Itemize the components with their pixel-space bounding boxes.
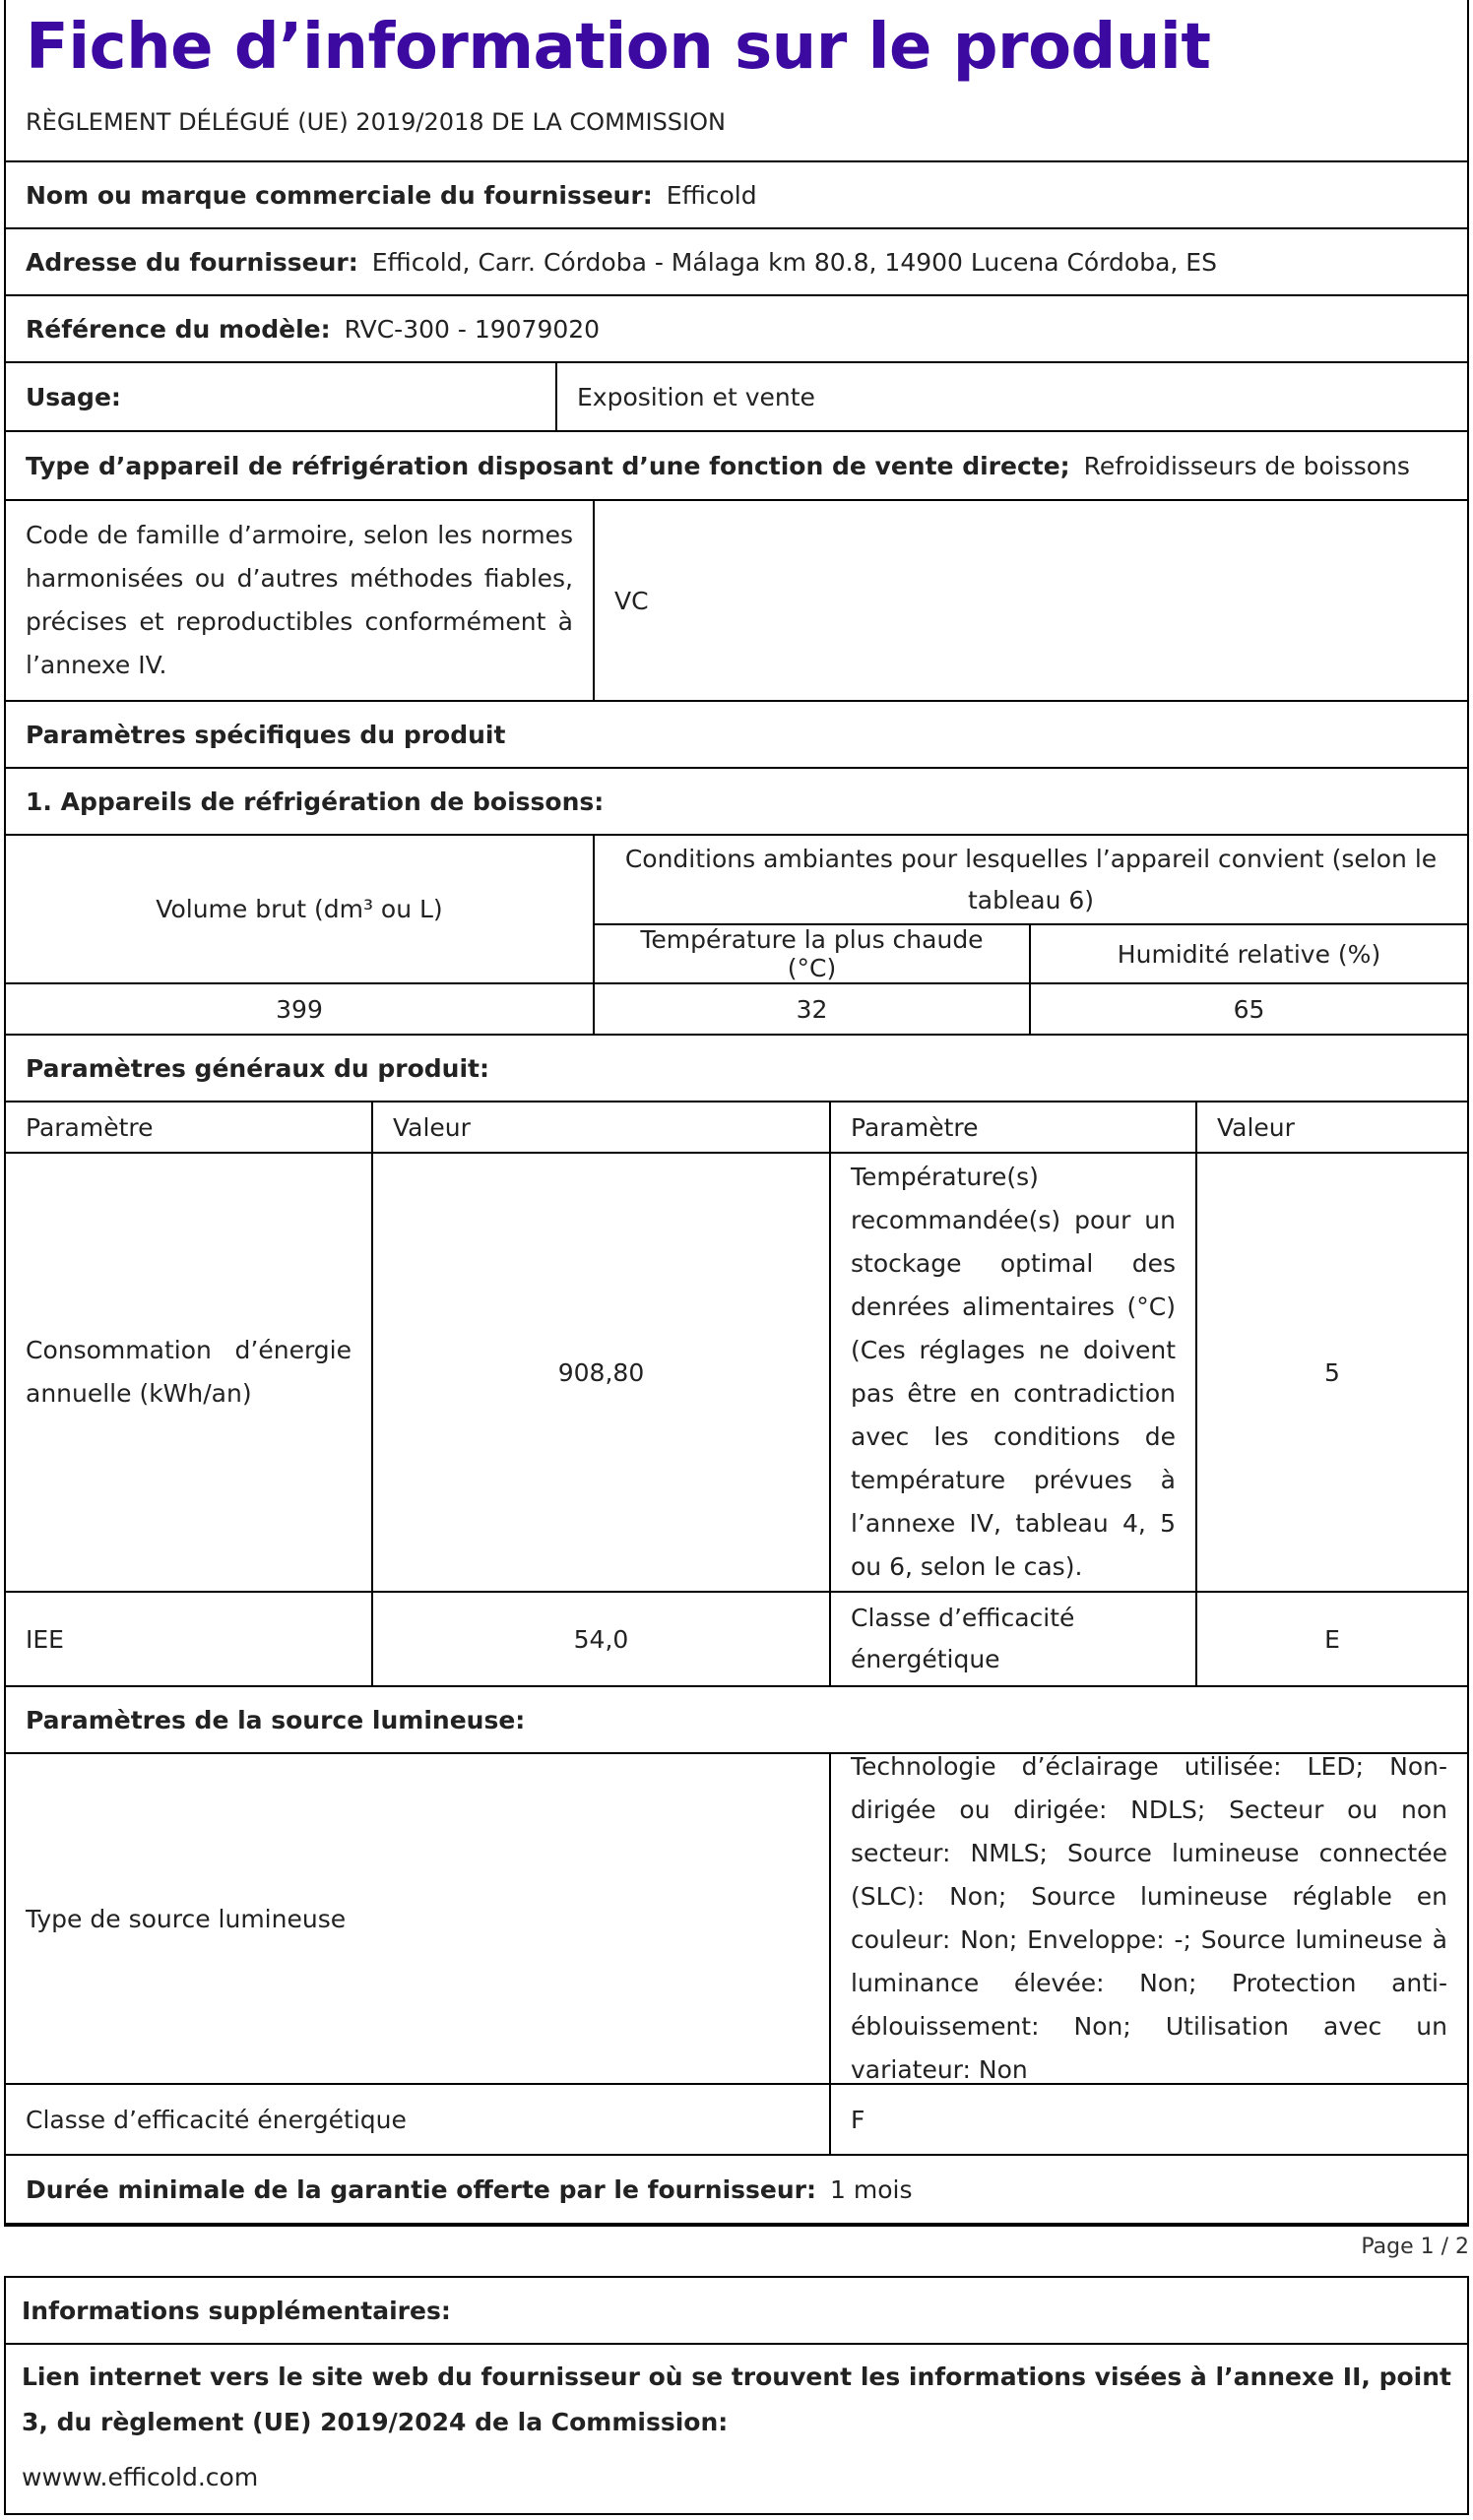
energy-consumption-value: 908,80 — [373, 1154, 831, 1591]
appliance-type-label: Type d’appareil de réfrigération disposant d’une fonction de vente directe; — [26, 451, 1070, 480]
supplier-address-label: Adresse du fournisseur: — [26, 247, 358, 277]
appliance-type-row — [6, 432, 1467, 501]
light-source-heading-row — [6, 1687, 1467, 1754]
model-reference-value: RVC-300 - 19079020 — [344, 314, 601, 344]
value-column-header-2: Valeur — [1217, 1112, 1295, 1142]
iee-row — [6, 1593, 1467, 1687]
model-reference-label: Référence du modèle: — [26, 314, 331, 344]
appliance-type-value: Refroidisseurs de boissons — [1083, 451, 1410, 480]
usage-label: Usage: — [6, 363, 557, 430]
cabinet-family-value: VC — [614, 586, 649, 615]
gross-volume-label: Volume brut (dm³ ou L) — [6, 836, 595, 982]
sheet-page-2 — [4, 2276, 1469, 2515]
warranty-value: 1 mois — [830, 2174, 913, 2204]
specific-params-heading-row — [6, 702, 1467, 769]
cabinet-family-label: Code de famille d’armoire, selon les normes harmonisées ou d’autres méthodes fiables, précises et reproductibles conformément à l’annexe IV. — [26, 521, 573, 679]
gross-volume-value: 399 — [6, 984, 595, 1034]
ambient-conditions-header-row — [6, 836, 1467, 984]
energy-consumption-label: Consommation d’énergie annuelle (kWh/an) — [26, 1336, 352, 1408]
warmest-temperature-label: Température la plus chaude (°C) — [595, 925, 1031, 982]
param-column-header-2: Paramètre — [831, 1102, 1197, 1152]
light-source-heading: Paramètres de la source lumineuse: — [26, 1705, 526, 1734]
page-number: Page 1 / 2 — [1361, 2235, 1469, 2259]
param-column-header: Paramètre — [6, 1102, 373, 1152]
cabinet-family-row — [6, 501, 1467, 702]
additional-info-heading: Informations supplémentaires: — [22, 2296, 451, 2325]
additional-info-heading-row — [6, 2278, 1467, 2345]
energy-consumption-row — [6, 1154, 1467, 1593]
energy-class-label: Classe d’efficacité énergétique — [851, 1604, 1075, 1673]
relative-humidity-label: Humidité relative (%) — [1117, 939, 1381, 969]
title-block — [6, 0, 1467, 162]
recommended-temperature-label: Température(s) recommandée(s) pour un stockage optimal des denrées alimentaires (°C) (Ces réglages ne doivent pas être en contradiction avec les conditions de température prévues à l’annexe IV, tableau 4, 5 ou 6, selon le cas). — [851, 1163, 1176, 1581]
beverage-coolers-heading: 1. Appareils de réfrigération de boissons: — [26, 787, 605, 816]
page-title: Fiche d’information sur le produit — [26, 11, 1211, 84]
relative-humidity-value: 65 — [1233, 994, 1265, 1024]
general-params-header-row — [6, 1102, 1467, 1154]
recommended-temperature-value: 5 — [1324, 1357, 1340, 1387]
warranty-row — [6, 2156, 1467, 2225]
light-source-type-value: Technologie d’éclairage utilisée: LED; Non-dirigée ou dirigée: NDLS; Secteur ou non secteur: NMLS; Source lumineuse connectée (SLC): Non; Source lumineuse réglable en couleur: Non; Enveloppe: -; Source lumineuse à luminance élevée: Non; Protection anti-éblouissement: Non; Utilisation avec un variateur: Non — [851, 1752, 1447, 2084]
product-information-sheet — [4, 0, 1469, 2491]
light-source-type-label: Type de source lumineuse — [6, 1754, 831, 2083]
light-energy-class-value: F — [851, 2105, 865, 2134]
general-params-heading-row — [6, 1036, 1467, 1102]
general-params-heading: Paramètres généraux du produit: — [26, 1053, 489, 1083]
supplier-address-row — [6, 229, 1467, 296]
light-energy-class-label: Classe d’efficacité énergétique — [6, 2085, 831, 2154]
regulation-subtitle: RÈGLEMENT DÉLÉGUÉ (UE) 2019/2018 DE LA COMMISSION — [26, 108, 726, 136]
supplier-name-value: Efficold — [666, 180, 757, 210]
supplier-website-link[interactable]: wwww.efficold.com — [22, 2463, 259, 2491]
supplier-name-row — [6, 162, 1467, 229]
light-source-type-row — [6, 1754, 1467, 2085]
light-energy-class-row — [6, 2085, 1467, 2156]
beverage-coolers-heading-row — [6, 769, 1467, 836]
ambient-conditions-values-row — [6, 984, 1467, 1036]
iee-label: IEE — [6, 1593, 373, 1685]
value-column-header: Valeur — [373, 1102, 831, 1152]
model-reference-row — [6, 296, 1467, 363]
energy-class-value: E — [1324, 1624, 1340, 1654]
usage-row — [6, 363, 1467, 432]
supplier-address-value: Efficold, Carr. Córdoba - Málaga km 80.8, 14900 Lucena Córdoba, ES — [371, 247, 1217, 277]
supplier-name-label: Nom ou marque commerciale du fournisseur: — [26, 180, 653, 210]
warranty-label: Durée minimale de la garantie offerte par le fournisseur: — [26, 2174, 817, 2204]
specific-params-heading: Paramètres spécifiques du produit — [26, 720, 506, 749]
warmest-temperature-value: 32 — [595, 984, 1031, 1034]
ambient-conditions-label: Conditions ambiantes pour lesquelles l’appareil convient (selon le tableau 6) — [595, 836, 1467, 925]
usage-value: Exposition et vente — [577, 382, 815, 411]
iee-value: 54,0 — [373, 1593, 831, 1685]
supplier-website-label: Lien internet vers le site web du fournisseur où se trouvent les informations visées à l’annexe II, point 3, du règlement (UE) 2019/2024 de la Commission: — [22, 2362, 1451, 2436]
sheet-page-1 — [4, 0, 1469, 2227]
